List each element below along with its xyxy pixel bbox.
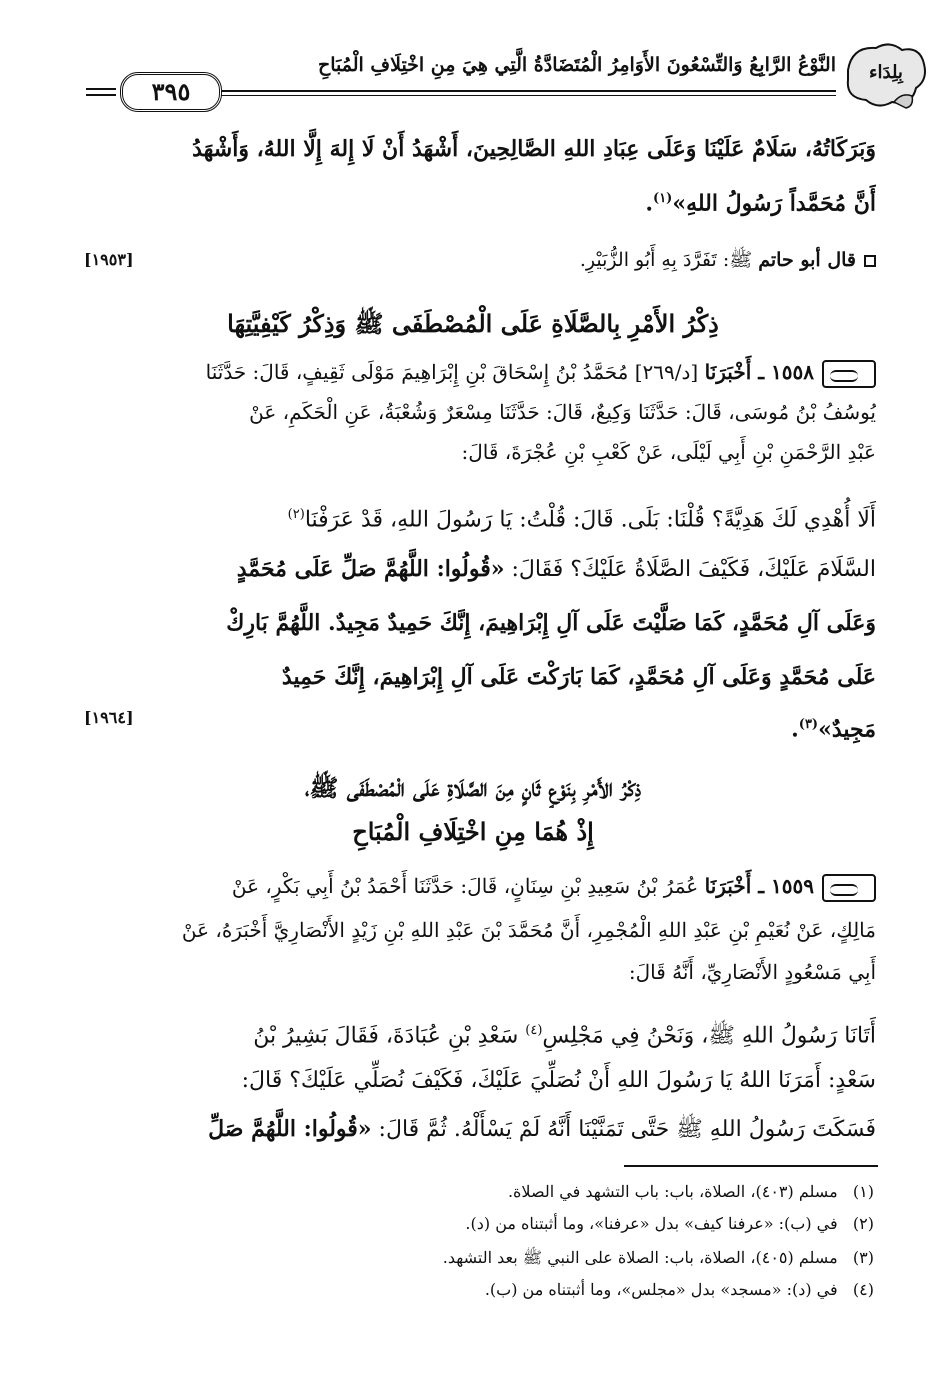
header-rule-thin bbox=[186, 95, 836, 96]
footnote bbox=[74, 1214, 874, 1233]
note-text: : تَفَرَّدَ بِهِ أَبُو الزُّبَيْرِ. bbox=[579, 249, 730, 271]
hadith-ref: [١٩٦٤] bbox=[84, 708, 134, 727]
hadith-ref: [١٩٥٣] bbox=[84, 250, 134, 269]
text-segment-bold: «قُولُوا: اللَّهُمَّ صَلِّ bbox=[208, 1116, 372, 1142]
square-bullet-icon bbox=[864, 255, 876, 267]
text-segment: [د/٢٦٩] مُحَمَّدُ بْنُ إِسْحَاقَ بْنِ إِبْرَاهِيمَ مَوْلَى ثَقِيفٍ، قَالَ: حَدَّثَنَا bbox=[205, 360, 699, 384]
text-segment: عُمَرُ بْنُ سَعِيدِ بْنِ سِنَانٍ، قَالَ: حَدَّثَنَا أَحْمَدُ بْنُ أَبِي بَكْرٍ، عَنْ bbox=[231, 874, 699, 898]
text-line bbox=[70, 702, 876, 752]
footnote-number: (٢) bbox=[852, 1214, 874, 1233]
footnote-rule bbox=[624, 1165, 878, 1167]
hadith-badge-icon bbox=[822, 874, 876, 902]
section-heading: ذِكْرُ الأَمْرِ بِنَوْعٍ ثَانٍ مِنَ الصَّلَاةِ عَلَى الْمُصْطَفَى ﷺ، bbox=[304, 773, 642, 802]
text-segment: . bbox=[791, 716, 799, 743]
text-line bbox=[70, 1106, 876, 1153]
text-line bbox=[70, 866, 876, 906]
text-line: عَلَى مُحَمَّدٍ وَعَلَى آلِ مُحَمَّدٍ، كَمَا بَارَكْتَ عَلَى آلِ إِبْرَاهِيمَ، إِنَّكَ حَمِيدٌ bbox=[281, 664, 876, 690]
text-segment: أَنَّ مُحَمَّداً رَسُولُ اللهِ» bbox=[672, 190, 876, 217]
narrator-note bbox=[70, 244, 876, 276]
footnote-text: في (ب): «عرفنا كيف» بدل «عرفنا»، وما أثبتناه من (د). bbox=[465, 1214, 838, 1233]
text-segment: . bbox=[645, 190, 654, 217]
text-line: أَبِي مَسْعُودٍ الأَنْصَارِيِّ، أَنَّهُ قَالَ: bbox=[628, 960, 876, 984]
footnote bbox=[74, 1248, 874, 1271]
footnote-number: (٤) bbox=[852, 1280, 874, 1299]
text-segment: السَّلَامَ عَلَيْكَ، فَكَيْفَ الصَّلَاةُ عَلَيْكَ؟ فَقَالَ: bbox=[511, 557, 876, 582]
page-number-lines bbox=[86, 88, 116, 100]
footnote bbox=[74, 1182, 874, 1201]
text-line: يُوسُفُ بْنُ مُوسَى، قَالَ: حَدَّثَنَا وَكِيعٌ، قَالَ: حَدَّثَنَا مِسْعَرٌ وَشُعْبَةُ، عَنِ الْحَكَمِ، عَنْ bbox=[249, 400, 876, 424]
honorific: ﷺ bbox=[729, 249, 753, 271]
hadith-number: ١٥٥٩ ـ أَخْبَرَنَا bbox=[704, 874, 814, 898]
text-segment: مَجِيدٌ» bbox=[818, 716, 876, 743]
note-label: قال أبو حاتم bbox=[758, 249, 856, 271]
section-heading: ذِكْرُ الأَمْرِ بِالصَّلَاةِ عَلَى الْمُصْطَفَى ﷺ وَذِكْرُ كَيْفِيَّتِهَا bbox=[227, 309, 719, 338]
page-number: ٣٩٥ bbox=[120, 72, 222, 112]
text-line bbox=[70, 492, 876, 543]
text-line bbox=[70, 1008, 876, 1059]
text-line: وَبَرَكَاتُهُ، سَلَامٌ عَلَيْنَا وَعَلَى عِبَادِ اللهِ الصَّالِحِينَ، أَشْهَدُ أَنْ لَا إِلهَ إِلَّا اللهُ، وَأَشْهَدُ bbox=[192, 136, 876, 162]
text-segment: فَسَكَتَ رَسُولُ اللهِ ﷺ حَتَّى تَمَنَّيْنَا أَنَّهُ لَمْ يَسْأَلْهُ. ثُمَّ قَالَ: bbox=[378, 1117, 876, 1142]
footnote-number: (٣) bbox=[852, 1248, 874, 1267]
text-segment: أَلَا أُهْدِي لَكَ هَدِيَّةً؟ قُلْنَا: بَلَى. قَالَ: قُلْتُ: يَا رَسُولَ اللهِ، قَدْ عَرَفْنَا bbox=[304, 507, 876, 533]
footnote-number: (١) bbox=[852, 1182, 874, 1201]
logo-text: بِلِدَاء bbox=[869, 62, 903, 83]
text-line bbox=[70, 352, 876, 392]
running-title: النَّوْعُ الرَّابِعُ وَالتِّسْعُونَ الأَوَامِرُ الْمُتَضَادَّةُ الَّتِي هِيَ مِنِ اخْتِلَافِ الْمُبَاحِ bbox=[317, 54, 836, 76]
footnote-text: في (د): «مسجد» بدل «مجلس»، وما أثبتناه من (ب). bbox=[484, 1280, 838, 1299]
hadith-number: ١٥٥٨ ـ أَخْبَرَنَا bbox=[704, 360, 814, 384]
text-line: وَعَلَى آلِ مُحَمَّدٍ، كَمَا صَلَّيْتَ عَلَى آلِ إِبْرَاهِيمَ، إِنَّكَ حَمِيدٌ مَجِيدٌ. اللَّهُمَّ بَارِكْ bbox=[226, 610, 876, 636]
text-segment-bold: «قُولُوا: اللَّهُمَّ صَلِّ عَلَى مُحَمَّدٍ bbox=[236, 556, 505, 582]
text-line bbox=[70, 176, 876, 226]
text-line bbox=[70, 546, 876, 593]
footnote-marker: (٣) bbox=[798, 717, 819, 732]
page-header bbox=[86, 40, 936, 118]
section-heading: إِذْ هُمَا مِنِ اخْتِلَافِ الْمُبَاحِ bbox=[352, 817, 594, 846]
text-segment: سَعْدِ بْنِ عُبَادَةَ، فَقَالَ بَشِيرُ بْنُ bbox=[253, 1023, 519, 1049]
text-line: عَبْدِ الرَّحْمَنِ بْنِ أَبِي لَيْلَى، عَنْ كَعْبِ بْنِ عُجْرَةَ، قَالَ: bbox=[461, 440, 876, 464]
text-line: سَعْدٍ: أَمَرَنَا اللهُ يَا رَسُولَ اللهِ أَنْ نُصَلِّيَ عَلَيْكَ، فَكَيْفَ نُصَلِّي عَلَيْكَ؟ قَالَ: bbox=[241, 1068, 876, 1093]
text-segment: أَتَانَا رَسُولُ اللهِ ﷺ، وَنَحْنُ فِي مَجْلِسِ bbox=[542, 1023, 876, 1049]
footnote-marker: (٢) bbox=[287, 507, 305, 522]
header-rule bbox=[186, 90, 836, 92]
decorative-logo-icon bbox=[842, 40, 928, 110]
footnote-text: مسلم (٤٠٣)، الصلاة، باب: باب التشهد في الصلاة. bbox=[507, 1182, 838, 1201]
footnote bbox=[74, 1280, 874, 1299]
footnote-marker: (٤) bbox=[525, 1023, 543, 1038]
footnote-text: مسلم (٤٠٥)، الصلاة، باب: الصلاة على النبي ﷺ بعد التشهد. bbox=[442, 1248, 838, 1267]
text-line: مَالِكٍ، عَنْ نُعَيْمِ بْنِ عَبْدِ اللهِ الْمُجْمِرِ، أَنَّ مُحَمَّدَ بْنَ عَبْدِ اللهِ بْنِ زَيْدٍ الأَنْصَارِيَّ أَخْبَرَهُ، عَنْ bbox=[181, 918, 876, 942]
footnote-marker: (١) bbox=[653, 191, 673, 206]
hadith-badge-icon bbox=[822, 360, 876, 388]
